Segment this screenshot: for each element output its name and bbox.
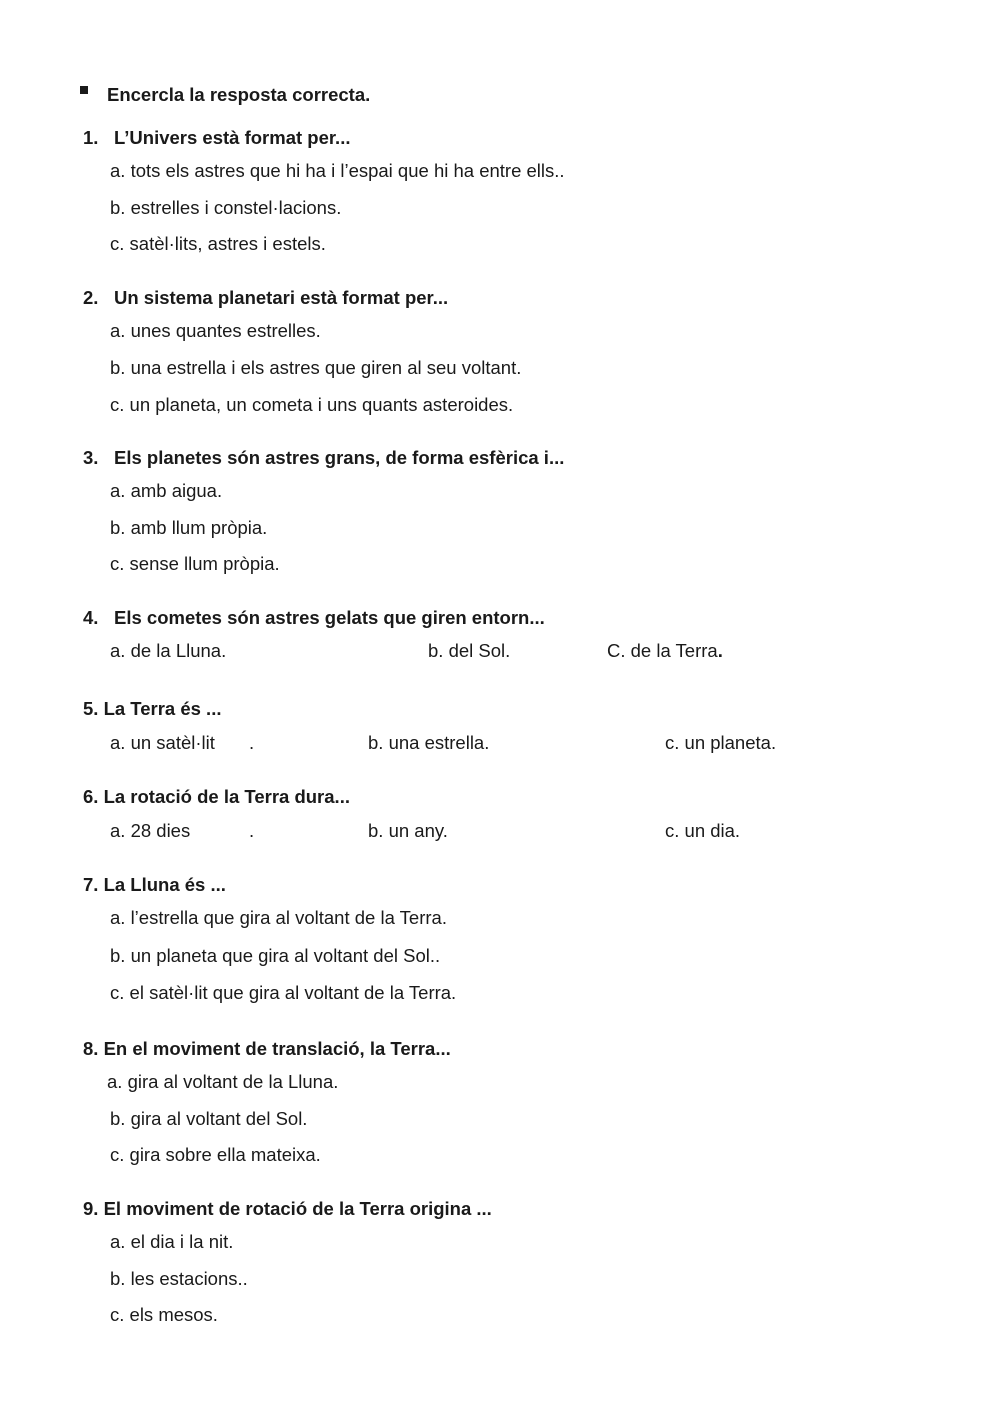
question-6-option-a[interactable]: a. 28 dies: [110, 820, 191, 841]
question-7-option-c[interactable]: c. el satèl·lit que gira al voltant de la Terra.: [110, 982, 457, 1003]
question-3-option-b[interactable]: b. amb llum pròpia.: [110, 517, 268, 538]
question-7-option-a[interactable]: a. l’estrella que gira al voltant de la Terra.: [110, 907, 447, 928]
question-5-option-c[interactable]: c. un planeta.: [665, 732, 777, 753]
question-8-option-b[interactable]: b. gira al voltant del Sol.: [110, 1108, 308, 1129]
question-4-option-b[interactable]: b. del Sol.: [428, 640, 511, 661]
question-9-text: 9. El moviment de rotació de la Terra origina ...: [83, 1198, 492, 1219]
question-1-option-a[interactable]: a. tots els astres que hi ha i l’espai que hi ha entre ells..: [110, 160, 565, 181]
question-6-stray-period: .: [249, 820, 255, 841]
question-5-stray-period: .: [249, 732, 255, 753]
question-4-option-c-text: C. de la Terra: [607, 640, 718, 661]
question-6-option-b[interactable]: b. un any.: [368, 820, 448, 841]
instruction-text: Encercla la resposta correcta.: [107, 84, 371, 105]
bullet-square-icon: [80, 86, 88, 94]
question-8-option-a[interactable]: a. gira al voltant de la Lluna.: [107, 1071, 339, 1092]
question-5-option-a[interactable]: a. un satèl·lit: [110, 732, 215, 753]
question-4-text: Els cometes són astres gelats que giren entorn...: [114, 607, 545, 628]
question-8-option-c[interactable]: c. gira sobre ella mateixa.: [110, 1144, 321, 1165]
question-4-option-c[interactable]: [607, 642, 723, 661]
question-4-option-c-period: .: [717, 640, 723, 661]
question-7-option-b[interactable]: b. un planeta que gira al voltant del Sol..: [110, 945, 441, 966]
question-4-option-a[interactable]: a. de la Lluna.: [110, 640, 227, 661]
question-1-option-c[interactable]: c. satèl·lits, astres i estels.: [110, 233, 326, 254]
question-9-option-a[interactable]: a. el dia i la nit.: [110, 1231, 234, 1252]
question-9-option-b[interactable]: b. les estacions..: [110, 1268, 248, 1289]
question-2-option-c[interactable]: c. un planeta, un cometa i uns quants asteroides.: [110, 394, 514, 415]
question-6-text: 6. La rotació de la Terra dura...: [83, 786, 350, 807]
question-1-text: L’Univers està format per...: [114, 127, 351, 148]
question-3-number: 3.: [83, 447, 99, 468]
question-2-option-b[interactable]: b. una estrella i els astres que giren al seu voltant.: [110, 357, 522, 378]
question-5-option-b[interactable]: b. una estrella.: [368, 732, 490, 753]
question-4-number: 4.: [83, 607, 99, 628]
question-9-option-c[interactable]: c. els mesos.: [110, 1304, 218, 1325]
question-6-option-c[interactable]: c. un dia.: [665, 820, 741, 841]
question-1-option-b[interactable]: b. estrelles i constel·lacions.: [110, 197, 342, 218]
question-2-option-a[interactable]: a. unes quantes estrelles.: [110, 320, 321, 341]
question-8-text: 8. En el moviment de translació, la Terra...: [83, 1038, 451, 1059]
question-3-option-a[interactable]: a. amb aigua.: [110, 480, 223, 501]
question-5-text: 5. La Terra és ...: [83, 698, 222, 719]
question-2-number: 2.: [83, 287, 99, 308]
question-3-option-c[interactable]: c. sense llum pròpia.: [110, 553, 280, 574]
question-7-text: 7. La Lluna és ...: [83, 874, 226, 895]
question-2-text: Un sistema planetari està format per...: [114, 287, 449, 308]
question-1-number: 1.: [83, 127, 99, 148]
question-3-text: Els planetes són astres grans, de forma esfèrica i...: [114, 447, 565, 468]
